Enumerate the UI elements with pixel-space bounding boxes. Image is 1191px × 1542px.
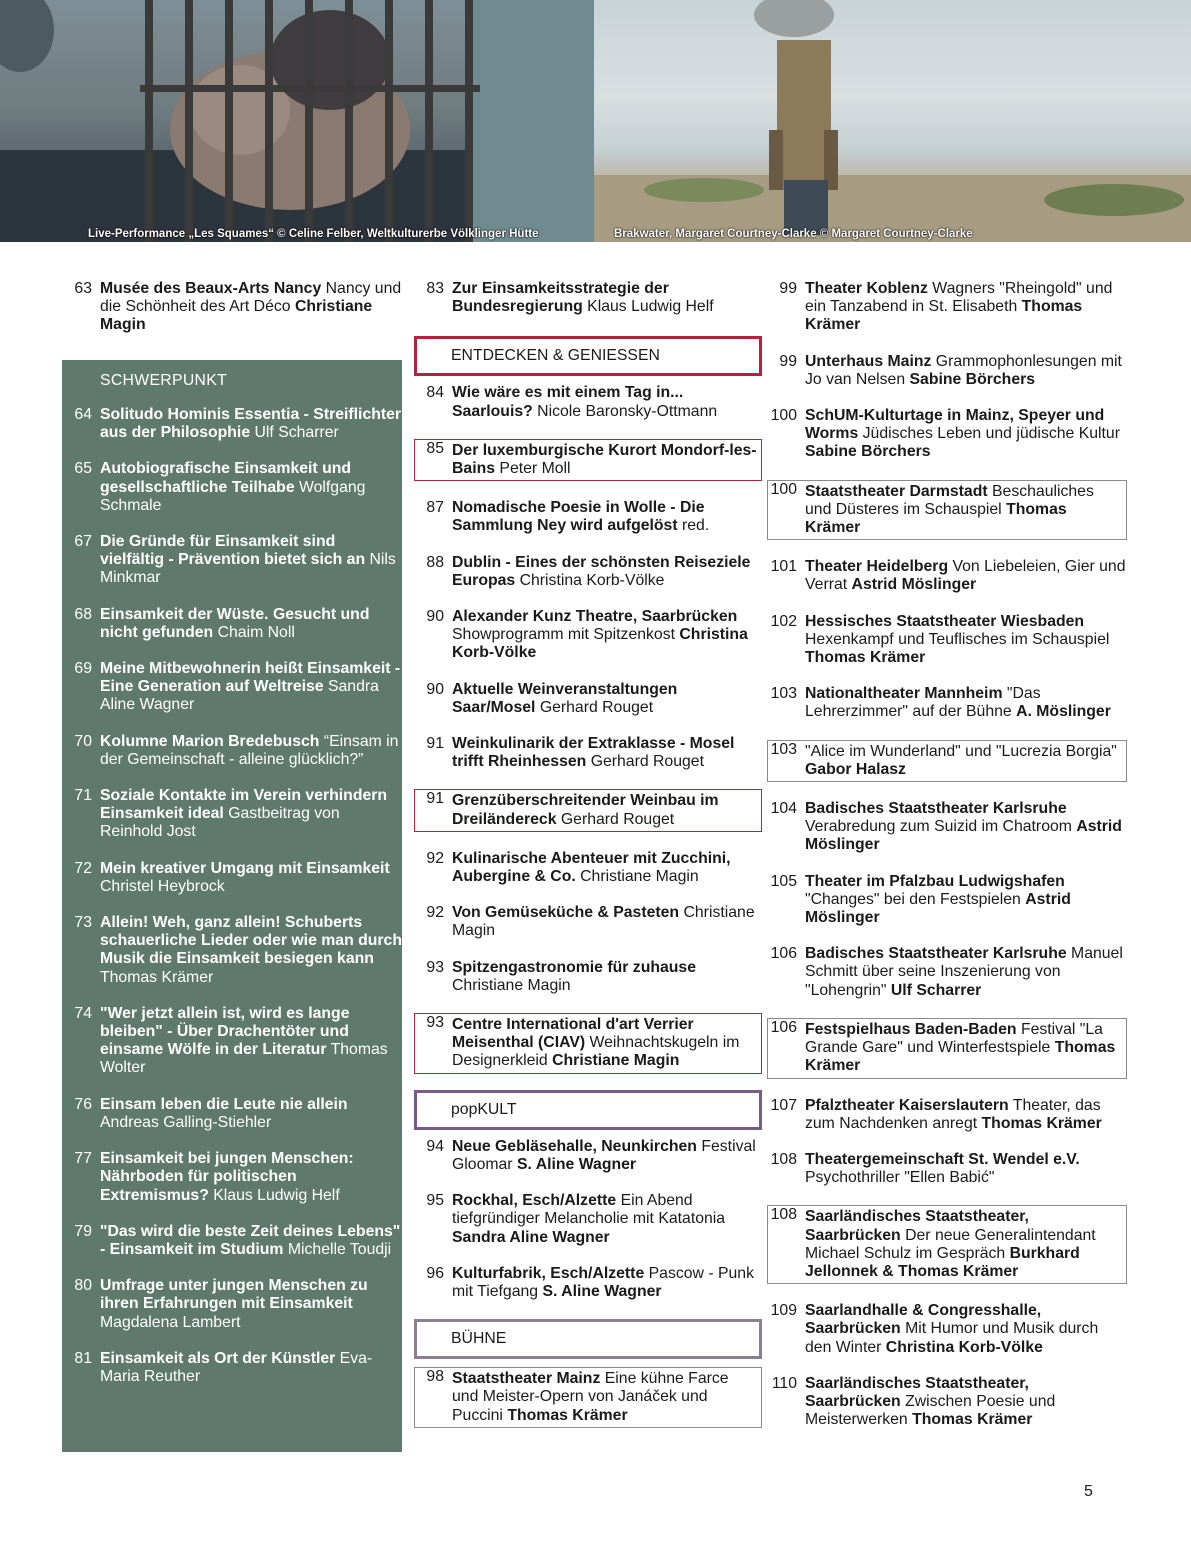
page-ref: 73: [74, 914, 92, 932]
buhne-continued-list: [767, 280, 1127, 1429]
toc-entry[interactable]: [767, 1375, 1127, 1430]
entry-subtitle: Ein Abend tiefgründiger Melancholie mit Katatonia: [452, 1192, 726, 1228]
entry-title: Spitzengastronomie für zuhause: [452, 958, 697, 976]
schwerpunkt-list: [62, 406, 402, 1386]
page-ref: 100: [770, 407, 797, 425]
entry-title: Grenzüberschreitender Weinbau im Dreiländereck: [452, 792, 719, 828]
schwerpunkt-section: [62, 360, 402, 1452]
toc-entry[interactable]: [767, 800, 1127, 855]
page-ref: 80: [74, 1277, 92, 1295]
entry-subtitle: Christiane Magin: [452, 904, 755, 940]
entry-title: Einsamkeit bei jungen Menschen: Nährboden für politischen Extremismus?: [100, 1150, 354, 1204]
page-ref: 69: [74, 660, 92, 678]
page-ref: 87: [426, 499, 444, 517]
popkult-list: [414, 1138, 762, 1301]
page-ref: 91: [426, 790, 444, 808]
section-heading-popkult: popKULT: [414, 1090, 762, 1130]
entry-subtitle: Wagners "Rheingold" und ein Tanzabend in St. Elisabeth: [805, 280, 1113, 316]
entry-subtitle: Peter Moll: [499, 460, 571, 478]
entry-subtitle: Chaim Noll: [217, 623, 295, 641]
toc-entry[interactable]: [62, 1223, 402, 1259]
toc-entry[interactable]: [767, 1205, 1127, 1284]
page-ref: 103: [770, 740, 797, 758]
photo-caption-right: Brakwater, Margaret Courtney-Clarke © Margaret Courtney-Clarke: [614, 228, 973, 240]
entry-title: Mein kreativer Umgang mit Einsamkeit: [100, 859, 390, 877]
entry-author: Ulf Scharrer: [890, 981, 982, 999]
photo-caption-left: Live-Performance „Les Squames“ © Celine Felber, Weltkulturerbe Völklinger Hütte: [88, 228, 539, 240]
page-ref: 67: [74, 533, 92, 551]
page-ref: 92: [426, 904, 444, 922]
entry-title: Autobiografische Einsamkeit und gesellschaftliche Teilhabe: [100, 460, 352, 496]
entry-author: Gabor Halasz: [805, 760, 906, 778]
entry-title: Centre International d'art Verrier Meisenthal (CIAV): [452, 1016, 694, 1052]
toc-entry[interactable]: [62, 460, 402, 515]
entry-subtitle: Gerhard Rouget: [590, 753, 704, 771]
page-ref: 95: [426, 1192, 444, 1210]
entry-author: A. Möslinger: [1016, 703, 1111, 721]
page-ref: 91: [426, 735, 444, 753]
toc-entry[interactable]: [414, 608, 762, 663]
entry-title: Neue Gebläsehalle, Neunkirchen: [452, 1137, 697, 1155]
entry-title: Nationaltheater Mannheim: [805, 685, 1003, 703]
toc-entry[interactable]: [414, 554, 762, 590]
page-ref: 65: [74, 460, 92, 478]
entry-subtitle: Ulf Scharrer: [254, 424, 339, 442]
entry-author: Christiane Magin: [100, 298, 373, 334]
toc-entry[interactable]: [62, 1277, 402, 1332]
entry-author: Thomas Krämer: [805, 1039, 1116, 1075]
entry-title: Einsam leben die Leute nie allein: [100, 1095, 348, 1113]
entry-subtitle: Showprogramm mit Spitzenkost: [452, 626, 675, 644]
entry-subtitle: Christiane Magin: [452, 976, 571, 994]
entry-title: Weinkulinarik der Extraklasse - Mosel trifft Rheinhessen: [452, 735, 735, 771]
entry-author: Thomas Krämer: [805, 298, 1083, 334]
entry-title: Der luxemburgische Kurort Mondorf-les-Bains: [452, 441, 757, 478]
entry-subtitle: "Changes" bei den Festspielen: [805, 890, 1021, 908]
toc-entry[interactable]: [62, 533, 402, 588]
entry-title: "Wer jetzt allein ist, wird es lange bleiben" - Über Drachentöter und einsame Wölfe in der Literatur: [100, 1004, 350, 1059]
entry-author: Astrid Möslinger: [851, 576, 977, 594]
entry-subtitle: Wolfgang Schmale: [100, 478, 366, 514]
page-ref: 74: [74, 1004, 92, 1022]
entry-author: Thomas Krämer: [912, 1411, 1033, 1429]
toc-entry[interactable]: [62, 606, 402, 642]
page-ref: 71: [74, 787, 92, 805]
entry-author: Astrid Möslinger: [805, 890, 1071, 927]
toc-entry[interactable]: [62, 660, 402, 715]
entry-title: Kulturfabrik, Esch/Alzette: [452, 1264, 645, 1282]
toc-entry[interactable]: [62, 406, 402, 442]
page-ref: 106: [770, 945, 797, 963]
entry-title: Saarländisches Staatstheater, Saarbrücken: [805, 1374, 1029, 1410]
page-ref: 99: [779, 280, 797, 297]
entry-title: Umfrage unter jungen Menschen zu ihren Erfahrungen mit Einsamkeit: [100, 1277, 368, 1313]
entry-subtitle: Christina Korb-Völke: [519, 571, 665, 589]
entry-subtitle: Eine kühne Farce und Meister-Opern von Janáček und Puccini: [452, 1370, 729, 1424]
toc-entry[interactable]: [414, 384, 762, 420]
entry-title: Einsamkeit der Wüste. Gesucht und nicht gefunden: [100, 605, 370, 641]
entry-title: Rockhal, Esch/Alzette: [452, 1192, 617, 1210]
entry-subtitle: Michelle Toudji: [287, 1240, 392, 1258]
entry-title: Pfalztheater Kaiserslautern: [805, 1096, 1009, 1114]
toc-entry[interactable]: [767, 1151, 1127, 1187]
entry-author: Christiane Magin: [552, 1052, 680, 1070]
entry-title: Badisches Staatstheater Karlsruhe: [805, 800, 1067, 818]
toc-entry[interactable]: [767, 1018, 1127, 1079]
entry-subtitle: Weihnachtskugeln im Designerkleid: [452, 1034, 740, 1070]
page-ref: 96: [426, 1264, 444, 1282]
entry-author: Burkhard Jellonnek & Thomas Krämer: [805, 1244, 1080, 1280]
entry-title: SchUM-Kulturtage in Mainz, Speyer und Worms: [805, 407, 1105, 443]
entry-title: Soziale Kontakte im Verein verhindern Einsamkeit ideal: [100, 787, 388, 823]
entry-title: Staatstheater Mainz: [452, 1370, 601, 1388]
entry-subtitle: Gerhard Rouget: [560, 810, 675, 828]
page-ref: 81: [74, 1349, 92, 1367]
entry-title: Kulinarische Abenteuer mit Zucchini, Aubergine & Co.: [452, 849, 731, 886]
buhne-list: [414, 1367, 762, 1428]
entry-title: Allein! Weh, ganz allein! Schuberts schauerliche Lieder oder wie man durch Musik die Einsamkeit besiegen kann: [100, 914, 402, 968]
entdecken-list: [414, 384, 762, 1073]
toc-entry[interactable]: [62, 280, 402, 335]
entry-author: Christina Korb-Völke: [452, 626, 748, 662]
page-ref: 93: [426, 1014, 444, 1032]
entry-author: Sabine Börchers: [909, 370, 1036, 388]
entry-subtitle: Pascow - Punk mit Tiefgang: [452, 1264, 754, 1300]
entry-subtitle: Jüdisches Leben und jüdische Kultur: [862, 425, 1120, 443]
page-ref: 99: [779, 352, 797, 370]
entry-subtitle: "Das Lehrerzimmer" auf der Bühne: [805, 685, 1041, 721]
entry-subtitle: Thomas Wolter: [100, 1041, 388, 1077]
toc-entry[interactable]: [767, 1302, 1127, 1357]
toc-entry[interactable]: [62, 1150, 402, 1205]
entry-title: Unterhaus Mainz: [805, 352, 932, 370]
section-heading-buhne: BÜHNE: [414, 1319, 762, 1359]
toc-entry[interactable]: [767, 945, 1127, 1000]
toc-entry[interactable]: [414, 280, 762, 316]
entry-subtitle: Gastbeitrag von Reinhold Jost: [100, 805, 340, 841]
toc-entry[interactable]: [62, 860, 402, 896]
entry-subtitle: Theater, das zum Nachdenken anregt: [805, 1096, 1101, 1132]
entry-subtitle: Thomas Krämer: [100, 968, 214, 986]
page-ref: 63: [74, 280, 92, 297]
toc-entry[interactable]: [767, 1097, 1127, 1133]
entry-subtitle: Verabredung zum Suizid im Chatroom: [805, 818, 1072, 836]
entry-subtitle: Klaus Ludwig Helf: [213, 1186, 340, 1204]
toc-entry[interactable]: [767, 280, 1127, 335]
toc-entry[interactable]: [767, 873, 1127, 928]
page-ref: 98: [426, 1368, 444, 1386]
entry-title: Festspielhaus Baden-Baden: [805, 1020, 1017, 1038]
entry-title: Die Gründe für Einsamkeit sind vielfältig - Prävention bietet sich an: [100, 533, 366, 569]
toc-entry[interactable]: [62, 1005, 402, 1078]
performance-photo: [0, 0, 594, 242]
page-ref: 90: [426, 680, 444, 698]
page-ref: 64: [74, 406, 92, 423]
page-ref: 70: [74, 732, 92, 750]
entry-title: Wie wäre es mit einem Tag in... Saarlouis?: [452, 384, 684, 420]
entry-title: Meine Mitbewohnerin heißt Einsamkeit - Eine Generation auf Weltreise: [100, 660, 401, 696]
entry-subtitle: Psychothriller "Ellen Babić": [805, 1169, 995, 1187]
entry-subtitle: Magdalena Lambert: [100, 1313, 241, 1331]
page-ref: 105: [770, 872, 797, 890]
toc-entry[interactable]: [767, 740, 1127, 782]
page-ref: 103: [770, 685, 797, 703]
entry-subtitle: Zwischen Poesie und Meisterwerken: [805, 1392, 1056, 1429]
toc-entry[interactable]: [414, 1138, 762, 1174]
entry-subtitle: Nils Minkmar: [100, 551, 396, 587]
toc-entry[interactable]: [414, 1192, 762, 1247]
entry-subtitle: “Einsam in der Gemeinschaft - alleine glücklich?”: [100, 732, 399, 768]
toc-entry[interactable]: [414, 1013, 762, 1074]
toc-entry[interactable]: [767, 685, 1127, 721]
page-ref: 68: [74, 605, 92, 623]
toc-column-1: [62, 280, 402, 353]
entry-subtitle: Nancy und die Schönheit des Art Déco: [100, 280, 402, 316]
toc-entry[interactable]: [414, 904, 762, 940]
entry-subtitle: Sandra Aline Wagner: [100, 678, 379, 714]
entry-subtitle: Christel Heybrock: [100, 877, 225, 895]
entry-title: Staatstheater Darmstadt: [805, 482, 988, 500]
page-ref: 88: [426, 553, 444, 571]
toc-entry[interactable]: [414, 499, 762, 535]
page-ref: 107: [770, 1096, 797, 1114]
entry-subtitle: Mit Humor und Musik durch den Winter: [805, 1320, 1099, 1356]
entry-author: Thomas Krämer: [805, 649, 926, 667]
entry-title: Nomadische Poesie in Wolle - Die Sammlung Ney wird aufgelöst: [452, 499, 705, 535]
entry-author: Klaus Ludwig Helf: [587, 298, 714, 316]
toc-column-3: [767, 280, 1127, 1447]
page-ref: 92: [426, 849, 444, 867]
entry-author: Thomas Krämer: [981, 1114, 1102, 1132]
entry-title: Dublin - Eines der schönsten Reiseziele Europas: [452, 553, 751, 589]
toc-entry[interactable]: [767, 407, 1127, 462]
page-ref: 110: [771, 1374, 797, 1392]
section-heading-entdecken: ENTDECKEN & GENIESSEN: [414, 336, 762, 376]
entry-author: Astrid Möslinger: [805, 818, 1122, 854]
toc-entry[interactable]: [767, 353, 1127, 389]
page-number: 5: [1084, 1483, 1093, 1500]
entry-author: Sabine Börchers: [805, 443, 931, 461]
entry-subtitle: Hexenkampf und Teuflisches im Schauspiel: [805, 630, 1110, 648]
performance-photo-art: [0, 0, 594, 242]
entry-title: Saarlandhalle & Congresshalle, Saarbrücken: [805, 1302, 1042, 1338]
entry-subtitle: Der neue Generalintendant Michael Schulz im Gespräch: [805, 1226, 1096, 1262]
entry-title: Aktuelle Weinveranstaltungen Saar/Mosel: [452, 680, 678, 716]
toc-entry[interactable]: [62, 914, 402, 987]
entry-subtitle: Beschauliches und Düsteres im Schauspiel: [805, 482, 1094, 518]
page-ref: 101: [770, 558, 797, 576]
entry-title: Musée des Beaux-Arts Nancy: [100, 280, 322, 297]
page-ref: 79: [74, 1222, 92, 1240]
page-ref: 76: [74, 1095, 92, 1113]
entry-title: Theater Heidelberg: [805, 558, 949, 576]
page-ref: 104: [770, 800, 797, 818]
entry-title: Badisches Staatstheater Karlsruhe: [805, 945, 1067, 963]
entry-subtitle: Festival "La Grande Gare" und Winterfestspiele: [805, 1020, 1103, 1057]
page-ref: 106: [770, 1018, 797, 1036]
entry-title: Kolumne Marion Bredebusch: [100, 732, 320, 750]
toc-entry[interactable]: [414, 681, 762, 717]
page-ref: 108: [770, 1206, 797, 1224]
toc-entry[interactable]: [414, 1367, 762, 1428]
page-ref: 93: [426, 958, 444, 976]
entry-title: "Das wird die beste Zeit deines Lebens" - Einsamkeit im Studium: [100, 1222, 401, 1258]
entry-author: Thomas Krämer: [805, 500, 1067, 537]
entry-subtitle: Christiane Magin: [580, 868, 699, 886]
entry-author: Sandra Aline Wagner: [452, 1228, 610, 1246]
section-heading-schwerpunkt: SCHWERPUNKT: [100, 372, 228, 389]
entry-subtitle: Grammophonlesungen mit Jo van Nelsen: [805, 352, 1122, 388]
entry-title: Einsamkeit als Ort der Künstler: [100, 1349, 336, 1367]
entry-title: Saarländisches Staatstheater, Saarbrücken: [805, 1208, 1029, 1244]
toc-entry[interactable]: [414, 735, 762, 771]
toc-entry[interactable]: [414, 789, 762, 831]
toc-entry[interactable]: [62, 733, 402, 769]
entry-title: Zur Einsamkeitsstrategie der Bundesregierung: [452, 280, 669, 316]
entry-title: Alexander Kunz Theatre, Saarbrücken: [452, 608, 738, 626]
toc-entry[interactable]: [767, 613, 1127, 668]
entry-subtitle: Festival Gloomar: [452, 1137, 756, 1173]
toc-column-2: [414, 280, 762, 1446]
desert-photo: [594, 0, 1191, 242]
entry-subtitle: Gerhard Rouget: [539, 698, 654, 716]
entry-subtitle: Nicole Baronsky-Ottmann: [537, 402, 718, 420]
toc-entry[interactable]: [414, 959, 762, 995]
desert-photo-art: [594, 0, 1191, 242]
entry-subtitle: red.: [681, 517, 710, 535]
entry-subtitle: Manuel Schmitt über seine Inszenierung von "Lohengrin": [805, 945, 1123, 999]
toc-entry[interactable]: [62, 1350, 402, 1386]
toc-entry[interactable]: [414, 850, 762, 886]
entry-title: Hessisches Staatstheater Wiesbaden: [805, 612, 1085, 630]
toc-entry[interactable]: [62, 787, 402, 842]
entry-title: Theater Koblenz: [805, 280, 928, 297]
page-ref: 94: [426, 1137, 444, 1155]
toc-entry[interactable]: [767, 558, 1127, 594]
page-ref: 85: [426, 439, 444, 457]
entry-subtitle: "Alice im Wunderland" und "Lucrezia Borgia": [805, 742, 1117, 760]
entry-author: S. Aline Wagner: [516, 1155, 637, 1173]
entry-subtitle: Andreas Galling-Stiehler: [100, 1113, 272, 1131]
page-ref: 84: [426, 384, 444, 402]
toc-entry[interactable]: [414, 439, 762, 481]
page-ref: 77: [74, 1150, 92, 1168]
page-ref: 109: [770, 1302, 797, 1320]
page-ref: 102: [770, 612, 797, 630]
toc-entry[interactable]: [414, 1265, 762, 1301]
page-ref: 100: [770, 480, 797, 498]
entry-author: S. Aline Wagner: [542, 1282, 662, 1300]
toc-entry[interactable]: [767, 480, 1127, 541]
page-ref: 90: [426, 608, 444, 626]
entry-subtitle: Von Liebeleien, Gier und Verrat: [805, 558, 1126, 594]
entry-author: Thomas Krämer: [507, 1406, 628, 1424]
page-ref: 108: [770, 1150, 797, 1168]
entry-title: Theater im Pfalzbau Ludwigshafen: [805, 872, 1065, 890]
entry-title: Theatergemeinschaft St. Wendel e.V.: [805, 1150, 1080, 1168]
entry-title: Solitudo Hominis Essentia - Streiflichter aus der Philosophie: [100, 406, 402, 442]
toc-entry[interactable]: [62, 1096, 402, 1132]
entry-author: Christina Korb-Völke: [885, 1338, 1043, 1356]
page-ref: 72: [74, 859, 92, 877]
entry-title: Von Gemüseküche & Pasteten: [452, 904, 680, 922]
page-ref: 83: [426, 280, 444, 297]
entry-subtitle: Eva-Maria Reuther: [100, 1349, 373, 1385]
